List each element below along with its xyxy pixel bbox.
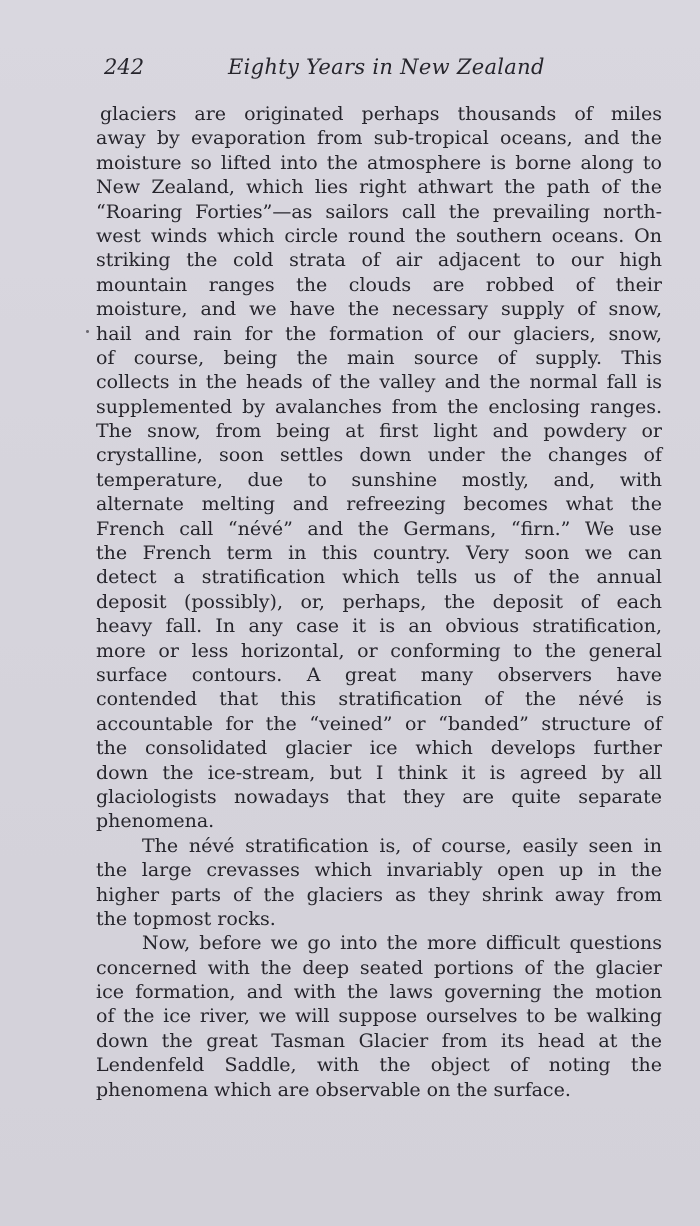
text-line: collects in the heads of the valley and the normal fall is bbox=[96, 371, 662, 394]
text-line: the topmost rocks. bbox=[96, 907, 276, 930]
text-line: The snow, from being at first light and powdery or bbox=[96, 420, 662, 443]
text-line: west winds which circle round the southern oceans. On bbox=[96, 224, 662, 247]
page-number: 242 bbox=[104, 55, 145, 79]
text-line: mountain ranges the clouds are robbed of their bbox=[96, 273, 662, 296]
text-line: the large crevasses which invariably open up in the bbox=[96, 859, 662, 882]
text-line: Lendenfeld Saddle, with the object of noting the bbox=[96, 1054, 662, 1077]
text-line: hail and rain for the formation of our glaciers, snow, bbox=[96, 322, 662, 345]
text-line: surface contours. A great many observers have bbox=[96, 663, 662, 686]
text-line: away by evaporation from sub-tropical oceans, and the bbox=[96, 127, 662, 150]
text-line: higher parts of the glaciers as they shrink away from bbox=[96, 883, 662, 906]
running-header bbox=[0, 55, 700, 85]
text-line: contended that this stratification of the névé is bbox=[96, 688, 662, 711]
text-line: alternate melting and refreezing becomes what the bbox=[96, 493, 662, 516]
text-line: detect a stratification which tells us of the annual bbox=[96, 566, 662, 589]
text-line: New Zealand, which lies right athwart the path of the bbox=[96, 176, 662, 199]
text-line: supplemented by avalanches from the enclosing ranges. bbox=[96, 395, 662, 418]
text-line: concerned with the deep seated portions of the glacier bbox=[96, 956, 662, 979]
text-line: crystalline, soon settles down under the changes of bbox=[96, 444, 662, 467]
text-line: accountable for the “veined” or “banded” structure of bbox=[96, 712, 662, 735]
margin-speck bbox=[86, 330, 89, 333]
text-line: phenomena. bbox=[96, 810, 215, 833]
text-line: glaciers are originated perhaps thousands of miles bbox=[100, 103, 662, 125]
text-line: more or less horizontal, or conforming to the general bbox=[96, 639, 662, 662]
text-line: glaciologists nowadays that they are quite separate bbox=[96, 785, 662, 808]
text-line: phenomena which are observable on the surface. bbox=[96, 1078, 571, 1101]
running-title: Eighty Years in New Zealand bbox=[228, 55, 545, 79]
text-line: of the ice river, we will suppose ourselves to be walking bbox=[96, 1005, 662, 1028]
text-line: “Roaring Forties”—as sailors call the prevailing north- bbox=[96, 200, 662, 223]
text-line: ice formation, and with the laws governing the motion bbox=[96, 981, 662, 1004]
text-line: moisture so lifted into the atmosphere is borne along to bbox=[96, 151, 662, 174]
text-line: The névé stratification is, of course, easily seen in bbox=[142, 834, 662, 857]
text-line: down the ice-stream, but I think it is agreed by all bbox=[96, 761, 662, 784]
text-line: of course, being the main source of supply. This bbox=[96, 346, 662, 369]
text-line: moisture, and we have the necessary supply of snow, bbox=[96, 298, 662, 321]
text-line: the consolidated glacier ice which develops further bbox=[96, 737, 662, 760]
text-line: the French term in this country. Very soon we can bbox=[96, 542, 662, 565]
text-line: deposit (possibly), or, perhaps, the deposit of each bbox=[96, 590, 662, 613]
text-line: French call “névé” and the Germans, “firn.” We use bbox=[96, 517, 662, 540]
text-line: heavy fall. In any case it is an obvious stratification, bbox=[96, 615, 662, 638]
text-line: temperature, due to sunshine mostly, and, with bbox=[96, 468, 662, 491]
text-line: Now, before we go into the more difficult questions bbox=[142, 932, 662, 955]
body-text bbox=[96, 102, 662, 1102]
text-line: down the great Tasman Glacier from its head at the bbox=[96, 1029, 662, 1052]
text-line: striking the cold strata of air adjacent to our high bbox=[96, 249, 662, 272]
